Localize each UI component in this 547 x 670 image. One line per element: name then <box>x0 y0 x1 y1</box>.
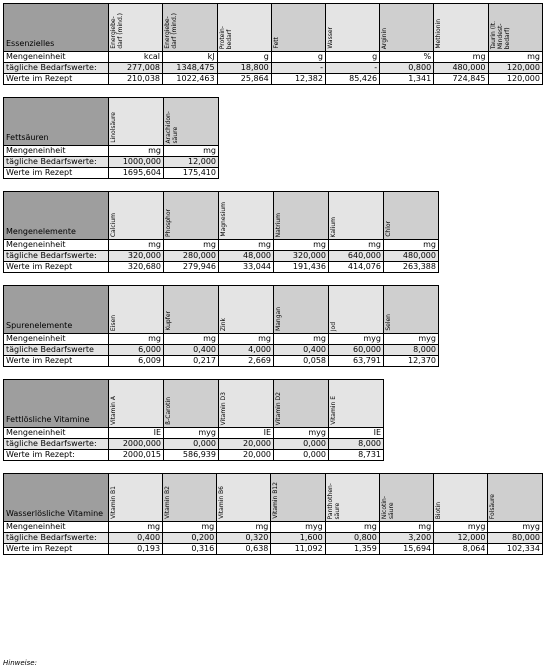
value-cell: 280,000 <box>164 251 219 262</box>
unit-cell: mg <box>164 240 219 251</box>
row-label: Werte im Rezept <box>4 356 109 367</box>
recipe-row <box>4 168 219 179</box>
column-header <box>488 474 543 522</box>
column-header-label: Vitamin A <box>110 396 117 425</box>
column-header-label: ß-Carotin <box>165 397 172 425</box>
recipe-row <box>4 356 439 367</box>
unit-cell: mg <box>109 240 164 251</box>
value-cell: 0,316 <box>163 544 217 555</box>
unit-cell: mg <box>163 522 217 533</box>
value-cell: 0,217 <box>164 356 219 367</box>
row-label: tägliche Bedarfswerte: <box>4 63 109 74</box>
column-header <box>164 98 219 146</box>
value-cell: 20,000 <box>219 450 274 461</box>
column-header-label: Arachidon- säure <box>165 110 179 143</box>
column-header <box>379 474 433 522</box>
value-cell: 1348,475 <box>163 63 218 74</box>
value-cell: 80,000 <box>488 533 543 544</box>
section-block <box>3 379 543 461</box>
value-cell: 0,000 <box>274 450 329 461</box>
value-cell: 12,000 <box>434 533 488 544</box>
value-cell: 210,038 <box>108 74 162 85</box>
value-cell: - <box>325 63 379 74</box>
unit-cell: mg <box>217 522 271 533</box>
value-cell: 33,044 <box>219 262 274 273</box>
value-cell: 63,791 <box>329 356 384 367</box>
section-block <box>3 97 543 179</box>
value-cell: 120,000 <box>488 63 542 74</box>
column-header <box>109 192 164 240</box>
section-title: Mengenelemente <box>4 192 109 240</box>
nutrient-spreadsheet <box>3 3 543 567</box>
column-header-label: Vitamin B1 <box>109 486 117 519</box>
column-header-label: Eisen <box>110 314 117 331</box>
unit-cell: IE <box>219 428 274 439</box>
value-cell: 1,359 <box>325 544 379 555</box>
row-label: tägliche Bedarfswerte: <box>4 439 109 450</box>
row-label: Mengeneinheit <box>4 522 109 533</box>
value-cell: 1022,463 <box>163 74 218 85</box>
value-cell: 102,334 <box>488 544 543 555</box>
value-cell: 0,400 <box>274 345 329 356</box>
value-cell: 18,800 <box>217 63 271 74</box>
unit-cell: myg <box>329 334 384 345</box>
column-header <box>329 192 384 240</box>
column-header <box>434 474 488 522</box>
daily-need-row <box>4 63 543 74</box>
value-cell: 320,000 <box>274 251 329 262</box>
column-header-label: Mangan <box>275 307 282 331</box>
value-cell: 12,370 <box>384 356 439 367</box>
unit-cell: g <box>325 52 379 63</box>
value-cell: 0,400 <box>164 345 219 356</box>
section-table <box>3 285 439 367</box>
column-header-label: Magnesium <box>220 202 227 237</box>
unit-cell: mg <box>329 240 384 251</box>
section-table <box>3 3 543 85</box>
value-cell: 0,638 <box>217 544 271 555</box>
section-table <box>3 473 543 555</box>
value-cell: 8,731 <box>329 450 384 461</box>
column-header-label: Vitamin D3 <box>220 391 227 425</box>
unit-row <box>4 428 384 439</box>
column-header <box>219 286 274 334</box>
row-label: Werte im Rezept <box>4 168 109 179</box>
column-header <box>109 98 164 146</box>
section-title: Essenzielles <box>4 4 109 52</box>
value-cell: 1000,000 <box>109 157 164 168</box>
column-header <box>384 286 439 334</box>
value-cell: 1695,604 <box>109 168 164 179</box>
column-header-label: Vitamin D2 <box>275 391 282 425</box>
header-row <box>4 380 384 428</box>
column-header <box>274 380 329 428</box>
column-header-label: Energiebe- darf (mind.) <box>164 13 179 49</box>
daily-need-row <box>4 251 439 262</box>
section-title: Fettsäuren <box>4 98 109 146</box>
recipe-row <box>4 450 384 461</box>
section-block <box>3 191 543 273</box>
daily-need-row <box>4 439 384 450</box>
value-cell: 0,000 <box>164 439 219 450</box>
row-label: Mengeneinheit <box>4 240 109 251</box>
column-header <box>384 192 439 240</box>
value-cell: 6,000 <box>109 345 164 356</box>
recipe-row <box>4 262 439 273</box>
unit-cell: mg <box>379 522 433 533</box>
column-header <box>163 474 217 522</box>
unit-cell: mg <box>488 52 542 63</box>
value-cell: 640,000 <box>329 251 384 262</box>
column-header <box>380 4 434 52</box>
column-header <box>164 192 219 240</box>
column-header-label: Methionin <box>435 19 443 49</box>
unit-cell: mg <box>274 240 329 251</box>
value-cell: 0,400 <box>108 533 162 544</box>
value-cell: 0,200 <box>163 533 217 544</box>
column-header-label: Vitamin E <box>330 396 337 425</box>
value-cell: 2,669 <box>219 356 274 367</box>
section-block <box>3 473 543 555</box>
value-cell: 12,382 <box>271 74 325 85</box>
section-title: Fettlösliche Vitamine <box>4 380 109 428</box>
value-cell: 15,694 <box>379 544 433 555</box>
value-cell: 320,000 <box>109 251 164 262</box>
column-header <box>488 4 542 52</box>
column-header <box>271 4 325 52</box>
column-header <box>109 286 164 334</box>
unit-cell: myg <box>271 522 325 533</box>
unit-cell: kcal <box>108 52 162 63</box>
row-label: tägliche Bedarfswerte <box>4 345 109 356</box>
value-cell: 279,946 <box>164 262 219 273</box>
header-row <box>4 98 219 146</box>
unit-cell: IE <box>109 428 164 439</box>
column-header <box>219 380 274 428</box>
unit-row <box>4 334 439 345</box>
row-label: Werte im Rezept <box>4 262 109 273</box>
unit-cell: myg <box>384 334 439 345</box>
unit-row <box>4 146 219 157</box>
column-header-label: Jod <box>330 321 337 331</box>
column-header-label: Kupfer <box>165 311 172 331</box>
section-block <box>3 285 543 367</box>
column-header-label: Biotin <box>435 501 443 519</box>
unit-cell: IE <box>329 428 384 439</box>
column-header <box>271 474 325 522</box>
header-row <box>4 286 439 334</box>
value-cell: 85,426 <box>325 74 379 85</box>
column-header-label: Chlor <box>385 221 392 237</box>
column-header-label: Vitamin B12 <box>272 482 280 519</box>
value-cell: 263,388 <box>384 262 439 273</box>
column-header-label: Taurin (lt. Mindest- bedarf) <box>489 20 511 49</box>
column-header-label: Arginin <box>381 27 389 49</box>
column-header <box>108 474 162 522</box>
column-header-label: Folsäure <box>489 493 497 519</box>
column-header-label: Vitamin B2 <box>164 486 172 519</box>
column-header <box>217 474 271 522</box>
value-cell: 480,000 <box>384 251 439 262</box>
unit-row <box>4 240 439 251</box>
column-header-label: Calcium <box>110 212 117 237</box>
value-cell: 48,000 <box>219 251 274 262</box>
column-header <box>217 4 271 52</box>
row-label: Mengeneinheit <box>4 334 109 345</box>
unit-cell: mg <box>274 334 329 345</box>
column-header <box>325 474 379 522</box>
column-header-label: Selen <box>385 314 392 331</box>
column-header-label: Zink <box>220 317 227 331</box>
column-header <box>164 380 219 428</box>
column-header-label: Natrium <box>275 212 282 237</box>
recipe-row <box>4 74 543 85</box>
value-cell: 480,000 <box>434 63 488 74</box>
daily-need-row <box>4 157 219 168</box>
column-header-label: Linolsäure <box>110 112 117 143</box>
value-cell: 6,009 <box>109 356 164 367</box>
section-title: Spurenelemente <box>4 286 109 334</box>
value-cell: 586,939 <box>164 450 219 461</box>
header-row <box>4 4 543 52</box>
value-cell: 120,000 <box>488 74 542 85</box>
value-cell: 1,600 <box>271 533 325 544</box>
value-cell: - <box>271 63 325 74</box>
unit-cell: mg <box>164 334 219 345</box>
column-header-label: Fett <box>272 37 280 49</box>
section-table <box>3 379 384 461</box>
unit-cell: myg <box>434 522 488 533</box>
row-label: Mengeneinheit <box>4 428 109 439</box>
value-cell: 0,193 <box>108 544 162 555</box>
value-cell: 724,845 <box>434 74 488 85</box>
daily-need-row <box>4 533 543 544</box>
column-header-label: Panthothen- säure <box>326 482 341 519</box>
column-header-label: Energiebe- darf (mind.) <box>109 13 124 49</box>
column-header-label: Protein- bedarf <box>218 25 233 49</box>
daily-need-row <box>4 345 439 356</box>
section-title: Wasserlösliche Vitamine <box>4 474 109 522</box>
section-block <box>3 3 543 85</box>
unit-cell: mg <box>164 146 219 157</box>
value-cell: 8,064 <box>434 544 488 555</box>
column-header <box>329 380 384 428</box>
value-cell: 0,800 <box>325 533 379 544</box>
column-header <box>164 286 219 334</box>
value-cell: 0,000 <box>274 439 329 450</box>
column-header <box>108 4 162 52</box>
column-header-label: Vitamin B6 <box>218 486 226 519</box>
header-row <box>4 474 543 522</box>
column-header-label: Kalium <box>330 216 337 237</box>
unit-cell: mg <box>108 522 162 533</box>
value-cell: 277,008 <box>108 63 162 74</box>
unit-cell: myg <box>164 428 219 439</box>
unit-cell: mg <box>219 334 274 345</box>
section-table <box>3 191 439 273</box>
column-header-label: Phosphor <box>165 209 172 237</box>
column-header <box>434 4 488 52</box>
unit-cell: mg <box>219 240 274 251</box>
value-cell: 0,320 <box>217 533 271 544</box>
value-cell: 2000,000 <box>109 439 164 450</box>
column-header <box>274 192 329 240</box>
unit-row <box>4 52 543 63</box>
row-label: tägliche Bedarfswerte: <box>4 251 109 262</box>
value-cell: 11,092 <box>271 544 325 555</box>
header-row <box>4 192 439 240</box>
value-cell: 1,341 <box>380 74 434 85</box>
value-cell: 2000,015 <box>109 450 164 461</box>
value-cell: 0,800 <box>380 63 434 74</box>
row-label: tägliche Bedarfswerte: <box>4 157 109 168</box>
unit-cell: mg <box>109 334 164 345</box>
value-cell: 191,436 <box>274 262 329 273</box>
column-header <box>163 4 218 52</box>
unit-cell: myg <box>274 428 329 439</box>
row-label: Werte im Rezept <box>4 74 109 85</box>
value-cell: 3,200 <box>379 533 433 544</box>
column-header <box>325 4 379 52</box>
value-cell: 175,410 <box>164 168 219 179</box>
row-label: Mengeneinheit <box>4 146 109 157</box>
unit-cell: myg <box>488 522 543 533</box>
unit-cell: mg <box>434 52 488 63</box>
column-header <box>274 286 329 334</box>
column-header <box>329 286 384 334</box>
value-cell: 25,864 <box>217 74 271 85</box>
value-cell: 8,000 <box>329 439 384 450</box>
unit-cell: mg <box>109 146 164 157</box>
value-cell: 320,680 <box>109 262 164 273</box>
value-cell: 414,076 <box>329 262 384 273</box>
value-cell: 4,000 <box>219 345 274 356</box>
column-header-label: Nicotin- säure <box>380 495 395 519</box>
column-header-label: Wasser <box>326 27 334 49</box>
value-cell: 60,000 <box>329 345 384 356</box>
value-cell: 8,000 <box>384 345 439 356</box>
section-table <box>3 97 219 179</box>
row-label: tägliche Bedarfswerte: <box>4 533 109 544</box>
row-label: Werte im Rezept <box>4 544 109 555</box>
unit-cell: g <box>217 52 271 63</box>
row-label: Mengeneinheit <box>4 52 109 63</box>
value-cell: 12,000 <box>164 157 219 168</box>
column-header <box>109 380 164 428</box>
unit-cell: g <box>271 52 325 63</box>
unit-row <box>4 522 543 533</box>
value-cell: 0,058 <box>274 356 329 367</box>
column-header <box>219 192 274 240</box>
unit-cell: kJ <box>163 52 218 63</box>
unit-cell: mg <box>384 240 439 251</box>
value-cell: 20,000 <box>219 439 274 450</box>
footer-hint: Hinweise: <box>3 659 37 667</box>
row-label: Werte im Rezept: <box>4 450 109 461</box>
unit-cell: % <box>380 52 434 63</box>
unit-cell: mg <box>325 522 379 533</box>
recipe-row <box>4 544 543 555</box>
